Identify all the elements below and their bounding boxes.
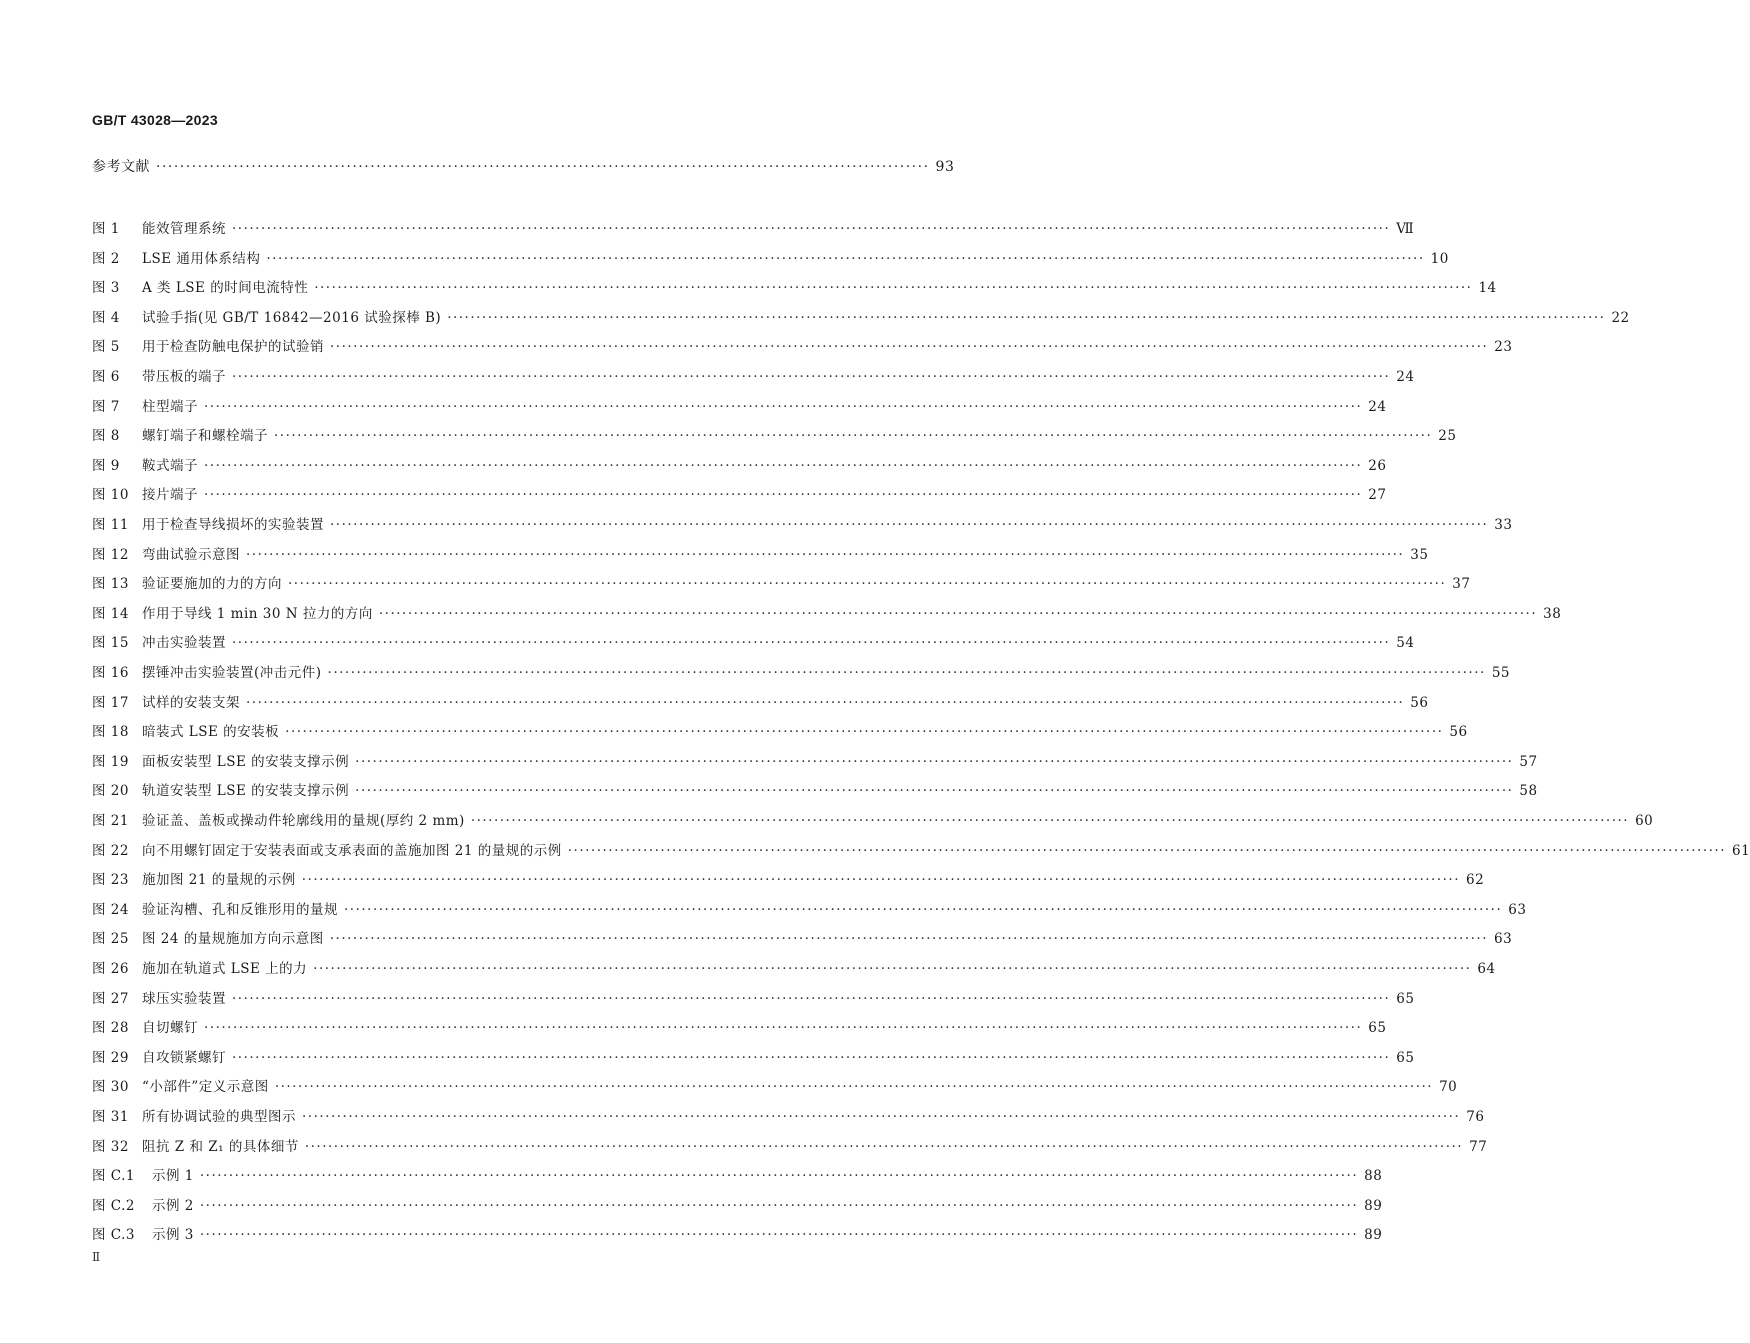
figure-title: 施加图 21 的量规的示例 <box>142 872 296 888</box>
leader-dots: ········································································································································································································ <box>204 487 1363 503</box>
figure-label: 图 32 <box>92 1139 129 1155</box>
toc-entry-figure[interactable] <box>92 809 1654 831</box>
leader-dots: ········································································································································································································ <box>266 251 1425 267</box>
figure-page: 57 <box>1519 754 1538 770</box>
standard-number: GB/T 43028—2023 <box>92 112 218 128</box>
figure-label: 图 14 <box>92 606 129 622</box>
figure-label: 图 3 <box>92 280 120 296</box>
figure-label: 图 C.3 <box>92 1227 136 1243</box>
leader-dots: ········································································································································································································ <box>567 843 1727 859</box>
leader-dots: ········································································································································································································ <box>246 695 1405 711</box>
figure-label: 图 C.1 <box>92 1168 136 1184</box>
figure-title: 面板安装型 LSE 的安装支撑示例 <box>142 754 350 770</box>
leader-dots: ········································································································································································································ <box>313 961 1472 977</box>
figure-label: 图 26 <box>92 961 129 977</box>
toc-entry-figure[interactable] <box>92 1194 1383 1216</box>
leader-dots: ········································································································································································································ <box>302 1109 1461 1125</box>
leader-dots: ········································································································································································································ <box>199 1227 1359 1243</box>
figure-title: 阻抗 Z 和 Z₁ 的具体细节 <box>142 1139 299 1155</box>
figure-title: 能效管理系统 <box>142 221 226 237</box>
figure-title: 用于检查防触电保护的试验销 <box>142 339 324 355</box>
leader-dots: ········································································································································································································ <box>329 931 1489 947</box>
leader-dots: ········································································································································································································ <box>199 1198 1359 1214</box>
leader-dots: ········································································································································································································ <box>355 754 1514 770</box>
figure-page: 56 <box>1449 724 1468 740</box>
toc-entry-references[interactable] <box>92 156 955 178</box>
figure-title: 示例 3 <box>152 1227 194 1243</box>
toc-entry-figure[interactable] <box>92 424 1457 446</box>
toc-entry-figure[interactable] <box>92 1046 1415 1068</box>
figure-label: 图 11 <box>92 517 129 533</box>
toc-entry-figure[interactable] <box>92 247 1449 269</box>
figure-title: 鞍式端子 <box>142 458 198 474</box>
figure-title: 验证要施加的力的方向 <box>142 576 282 592</box>
figure-label: 图 1 <box>92 221 120 237</box>
figure-page: 64 <box>1477 961 1496 977</box>
figure-title: “小部件”定义示意图 <box>142 1079 269 1095</box>
toc-entry-figure[interactable] <box>92 513 1513 535</box>
toc-entry-figure[interactable] <box>92 661 1510 683</box>
figure-title: 弯曲试验示意图 <box>142 547 240 563</box>
figure-title: 验证沟槽、孔和反锥形用的量规 <box>142 902 338 918</box>
figure-page: 65 <box>1396 1050 1415 1066</box>
figure-page: 27 <box>1368 487 1387 503</box>
leader-dots: ········································································································································································································ <box>274 1079 1434 1095</box>
figure-page: 61 <box>1732 843 1750 859</box>
figure-page: 38 <box>1543 606 1562 622</box>
figure-title: 冲击实验装置 <box>142 635 226 651</box>
leader-dots: ········································································································································································································ <box>232 635 1391 651</box>
leader-dots: ········································································································································································································ <box>288 576 1447 592</box>
toc-entry-figure[interactable] <box>92 276 1497 298</box>
toc-entry-figure[interactable] <box>92 454 1387 476</box>
figure-title: 带压板的端子 <box>142 369 226 385</box>
toc-entry-figure[interactable] <box>92 927 1513 949</box>
toc-entry-figure[interactable] <box>92 750 1538 772</box>
figure-label: 图 21 <box>92 813 129 829</box>
leader-dots: ········································································································································································································ <box>232 221 1391 237</box>
figure-label: 图 9 <box>92 458 120 474</box>
toc-entry-figure[interactable] <box>92 691 1429 713</box>
toc-entry-figure[interactable] <box>92 1016 1387 1038</box>
toc-entry-figure[interactable] <box>92 779 1538 801</box>
figure-page: 89 <box>1364 1227 1383 1243</box>
figure-title: 施加在轨道式 LSE 上的力 <box>142 961 308 977</box>
leader-dots: ········································································································································································································ <box>204 458 1363 474</box>
figure-title: 试验手指(见 GB/T 16842—2016 试验探棒 B) <box>142 310 442 326</box>
figure-label: 图 2 <box>92 251 120 267</box>
figure-page: 65 <box>1368 1020 1387 1036</box>
figure-page: 63 <box>1508 902 1527 918</box>
figure-label: 图 C.2 <box>92 1198 136 1214</box>
figure-title: 螺钉端子和螺栓端子 <box>142 428 268 444</box>
figure-page: 26 <box>1368 458 1387 474</box>
leader-dots: ········································································································································································································ <box>274 428 1433 444</box>
leader-dots: ········································································································································································································ <box>314 280 1473 296</box>
figure-page: 10 <box>1430 251 1449 267</box>
toc-entry-figure[interactable] <box>92 957 1496 979</box>
toc-entry-figure[interactable] <box>92 631 1415 653</box>
toc-entry-figure[interactable] <box>92 720 1468 742</box>
figure-label: 图 31 <box>92 1109 129 1125</box>
figure-title: 球压实验装置 <box>142 991 226 1007</box>
figure-title: 摆锤冲击实验装置(冲击元件) <box>142 665 322 681</box>
figure-title: 接片端子 <box>142 487 198 503</box>
figure-page: 88 <box>1364 1168 1383 1184</box>
leader-dots: ········································································································································································································ <box>232 1050 1391 1066</box>
figure-title: 图 24 的量规施加方向示意图 <box>142 931 324 947</box>
figure-label: 图 30 <box>92 1079 129 1095</box>
figure-title: 验证盖、盖板或操动件轮廓线用的量规(厚约 2 mm) <box>142 813 465 829</box>
figure-title: 示例 1 <box>152 1168 194 1184</box>
figure-page: 56 <box>1410 695 1429 711</box>
figure-label: 图 7 <box>92 399 120 415</box>
figure-page: 89 <box>1364 1198 1383 1214</box>
leader-dots: ········································································································································································································ <box>285 724 1444 740</box>
leader-dots: ········································································································································································································ <box>327 665 1486 681</box>
figure-label: 图 17 <box>92 695 129 711</box>
page-number-footer: Ⅱ <box>92 1250 101 1264</box>
leader-dots: ········································································································································································································ <box>344 902 1503 918</box>
figure-page: 77 <box>1469 1139 1488 1155</box>
figure-label: 图 28 <box>92 1020 129 1036</box>
figure-page: 54 <box>1396 635 1415 651</box>
toc-entry-figure[interactable] <box>92 1105 1485 1127</box>
leader-dots: ·································································································································· <box>156 159 930 175</box>
figure-page: Ⅶ <box>1396 221 1415 237</box>
toc-entry-figure[interactable] <box>92 898 1527 920</box>
leader-dots: ········································································································································································································ <box>355 783 1514 799</box>
figure-page: 23 <box>1494 339 1513 355</box>
toc-entry-figure[interactable] <box>92 543 1429 565</box>
figure-label: 图 20 <box>92 783 129 799</box>
figure-title: LSE 通用体系结构 <box>142 251 261 267</box>
figure-title: 向不用螺钉固定于安装表面或支承表面的盖施加图 21 的量规的示例 <box>142 843 562 859</box>
toc-entry-figure[interactable] <box>92 602 1562 624</box>
toc-entry-figure[interactable] <box>92 1135 1488 1157</box>
leader-dots: ········································································································································································································ <box>301 872 1461 888</box>
toc-entry-figure[interactable] <box>92 1075 1458 1097</box>
figure-page: 55 <box>1491 665 1510 681</box>
leader-dots: ········································································································································································································ <box>378 606 1538 622</box>
toc-entry-figure[interactable] <box>92 483 1387 505</box>
leader-dots: ········································································································································································································ <box>232 991 1391 1007</box>
figure-page: 62 <box>1466 872 1485 888</box>
figure-label: 图 4 <box>92 310 120 326</box>
leader-dots: ········································································································································································································ <box>232 369 1391 385</box>
leader-dots: ········································································································································································································ <box>246 547 1405 563</box>
figure-label: 图 19 <box>92 754 129 770</box>
figure-label: 图 18 <box>92 724 129 740</box>
figure-title: 柱型端子 <box>142 399 198 415</box>
figure-title: A 类 LSE 的时间电流特性 <box>142 280 309 296</box>
toc-entry-figure[interactable] <box>92 306 1630 328</box>
toc-entry-figure[interactable] <box>92 335 1513 357</box>
figure-page: 35 <box>1410 547 1429 563</box>
figure-title: 自攻锁紧螺钉 <box>142 1050 226 1066</box>
toc-entry-figure[interactable] <box>92 395 1387 417</box>
figure-page: 65 <box>1396 991 1415 1007</box>
figure-label: 图 25 <box>92 931 129 947</box>
leader-dots: ········································································································································································································ <box>199 1168 1359 1184</box>
figure-label: 图 27 <box>92 991 129 1007</box>
figure-title: 作用于导线 1 min 30 N 拉力的方向 <box>142 606 373 622</box>
toc-entry-figure[interactable] <box>92 1164 1383 1186</box>
figure-title: 暗装式 LSE 的安装板 <box>142 724 280 740</box>
figure-title: 自切螺钉 <box>142 1020 198 1036</box>
toc-entry-figure[interactable] <box>92 365 1415 387</box>
figure-label: 图 29 <box>92 1050 129 1066</box>
toc-entry-figure[interactable] <box>92 987 1415 1009</box>
figure-title: 轨道安装型 LSE 的安装支撑示例 <box>142 783 350 799</box>
figure-page: 63 <box>1494 931 1513 947</box>
leader-dots: ········································································································································································································ <box>470 813 1630 829</box>
leader-dots: ········································································································································································································ <box>330 517 1489 533</box>
figure-page: 70 <box>1439 1079 1458 1095</box>
figure-page: 58 <box>1519 783 1538 799</box>
toc-entry-figure[interactable] <box>92 217 1415 239</box>
figure-page: 25 <box>1438 428 1457 444</box>
toc-entry-figure[interactable] <box>92 572 1471 594</box>
leader-dots: ········································································································································································································ <box>204 1020 1363 1036</box>
toc-entry-figure[interactable] <box>92 868 1485 890</box>
figure-label: 图 22 <box>92 843 129 859</box>
figure-label: 图 16 <box>92 665 129 681</box>
figure-page: 14 <box>1478 280 1497 296</box>
figure-page: 60 <box>1635 813 1654 829</box>
toc-entry-figure[interactable] <box>92 1223 1383 1245</box>
figure-page: 33 <box>1494 517 1513 533</box>
figure-label: 图 6 <box>92 369 120 385</box>
figure-label: 图 5 <box>92 339 120 355</box>
figure-label: 图 15 <box>92 635 129 651</box>
figure-page: 76 <box>1466 1109 1485 1125</box>
figure-page: 37 <box>1452 576 1471 592</box>
figure-title: 用于检查导线损坏的实验装置 <box>142 517 324 533</box>
toc-entry-title: 参考文献 <box>92 159 150 175</box>
figure-label: 图 23 <box>92 872 129 888</box>
figure-label: 图 8 <box>92 428 120 444</box>
leader-dots: ········································································································································································································ <box>330 339 1489 355</box>
figure-page: 24 <box>1368 399 1387 415</box>
figure-title: 示例 2 <box>152 1198 194 1214</box>
figure-title: 试样的安装支架 <box>142 695 240 711</box>
figure-page: 22 <box>1611 310 1630 326</box>
leader-dots: ········································································································································································································ <box>204 399 1363 415</box>
figure-label: 图 10 <box>92 487 129 503</box>
leader-dots: ········································································································································································································ <box>447 310 1606 326</box>
figure-label: 图 12 <box>92 547 129 563</box>
toc-entry-figure[interactable] <box>92 839 1750 861</box>
figure-title: 所有协调试验的典型图示 <box>142 1109 296 1125</box>
leader-dots: ········································································································································································································ <box>304 1139 1464 1155</box>
figure-label: 图 13 <box>92 576 129 592</box>
toc-entry-page: 93 <box>935 159 955 175</box>
figure-page: 24 <box>1396 369 1415 385</box>
figure-label: 图 24 <box>92 902 129 918</box>
